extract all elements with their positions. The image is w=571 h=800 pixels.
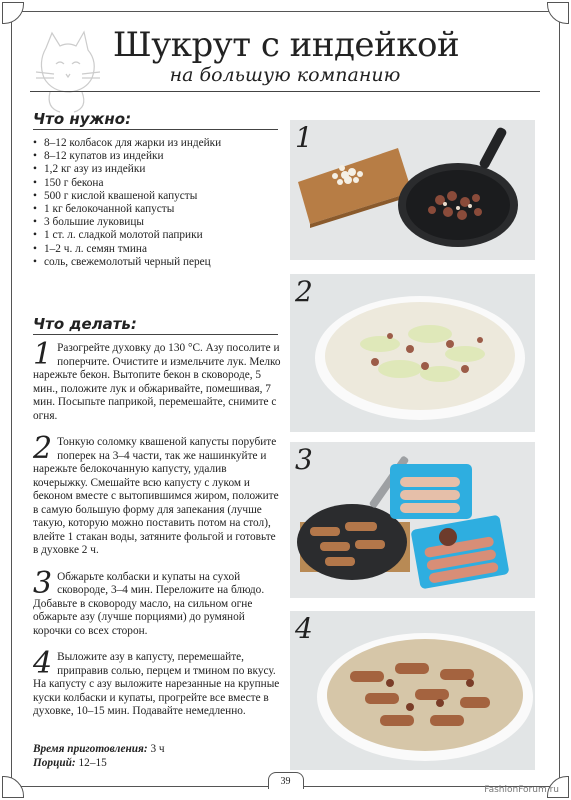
step-item <box>33 646 283 719</box>
step-photo-2 <box>290 274 535 432</box>
ingredient-item: • соль, свежемолотый черный перец <box>33 256 283 269</box>
ingredient-item: • 1 ст. л. сладкой молотой паприки <box>33 229 283 242</box>
step-text: Тонкую соломку квашеной капусты порубите поперек на 3–4 части, так же нашинкуйте и нарежьте белокочанную капусту, удалив кочерыжку. Смешайте всю капусту с луком и беконом вместе с вытопившимся жиром, положите в самую большую форму для запекания (лучше такую, которую можно поставить потом на стол), влейте 1 стакан воды, затяните фольгой и готовьте в духовке 2 ч. <box>33 436 279 556</box>
step-item <box>33 565 283 639</box>
time-label: Время приготовления: <box>33 743 148 755</box>
time-value: 3 ч <box>150 743 165 755</box>
step-number: 4 <box>33 646 53 681</box>
step-photo-4 <box>290 611 535 770</box>
ingredients-list <box>33 137 283 269</box>
page-subtitle: на большую компанию <box>169 64 401 86</box>
title-divider <box>30 91 540 92</box>
step-photo-1 <box>290 120 535 260</box>
ingredient-item: • 3 большие луковицы <box>33 216 283 229</box>
section-divider <box>33 129 278 130</box>
portions-value: 12–15 <box>78 757 107 769</box>
photo-number: 3 <box>295 443 313 476</box>
step-item <box>33 431 283 558</box>
recipe-meta <box>33 742 165 770</box>
ingredient-item: • 150 г бекона <box>33 177 283 190</box>
step-number: 3 <box>33 565 53 601</box>
step-text: Разогрейте духовку до 130 °С. Азу посолите и поперчите. Очистите и измельчите лук. Мелко нарежьте бекон. Вытопите бекон в сковороде, 5 мин., положите лук и обжаривайте, помешивая, 7 мин. Посыпьте паприкой, перемешайте, снимите с огня. <box>33 342 281 422</box>
cat-sketch-icon <box>26 28 106 113</box>
photo-number: 1 <box>295 121 313 154</box>
page-number: 39 <box>280 776 291 787</box>
portions-label: Порций: <box>33 757 76 769</box>
ingredient-item: • 8–12 купатов из индейки <box>33 150 283 163</box>
ingredient-item: • 1–2 ч. л. семян тмина <box>33 243 283 256</box>
step-number: 2 <box>33 431 53 466</box>
steps-list <box>33 337 283 732</box>
ingredient-item: • 8–12 колбасок для жарки из индейки <box>33 137 283 150</box>
ingredient-item: • 1,2 кг азу из индейки <box>33 163 283 176</box>
ingredients-heading: Что нужно: <box>33 110 132 128</box>
step-text: Выложите азу в капусту, перемешайте, приправив солью, перцем и тмином по вкусу. На капусту с азу выложите нарезанные на крупные куски колбаски и купаты, прогрейте все вместе в духовке, 10–15 мин. Подавайте немедленно. <box>33 651 280 717</box>
watermark: FashionForum.ru <box>484 785 559 795</box>
page-title: Шукрут с индейкой <box>112 25 460 65</box>
ingredient-item: • 1 кг белокочанной капусты <box>33 203 283 216</box>
step-photo-3 <box>290 442 535 598</box>
photo-number: 4 <box>295 612 313 645</box>
step-text: Обжарьте колбаски и купаты на сухой сковороде, 3–4 мин. Переложите на блюдо. Добавьте в сковороду масло, на сильном огне обжарьте азу (лучше порциями) до румяной корочки со всех сторон. <box>33 570 265 637</box>
section-divider <box>33 334 278 335</box>
ingredient-item: • 500 г кислой квашеной капусты <box>33 190 283 203</box>
steps-heading: Что делать: <box>33 315 137 333</box>
photo-number: 2 <box>295 275 313 308</box>
step-number: 1 <box>33 337 53 372</box>
step-item <box>33 337 283 423</box>
